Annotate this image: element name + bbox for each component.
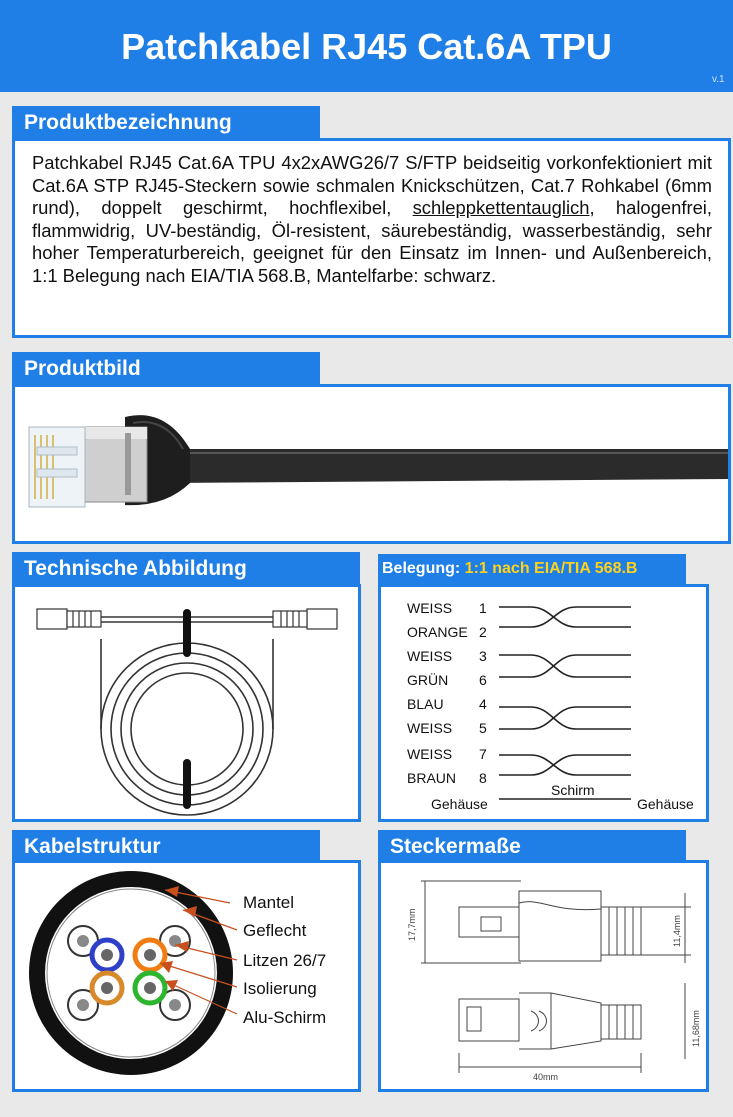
housing-left-label: Gehäuse [431, 796, 488, 812]
pin-color-1: WEISS [407, 600, 453, 616]
pin-color-7: WEISS [407, 746, 453, 762]
pin-number-1: 1 [479, 600, 487, 616]
title-banner [0, 0, 733, 92]
product-image-panel [12, 384, 731, 544]
cable-cross-section [15, 863, 358, 1089]
pin-color-3: WEISS [407, 648, 453, 664]
dim-length: 40mm [533, 1072, 559, 1082]
page-title: Patchkabel RJ45 Cat.6A TPU [121, 26, 612, 67]
pin-color-6: WEISS [407, 720, 453, 736]
description-text-2: , halogenfrei, flammwidrig, UV-beständig, Öl-resistent, säurebeständig, wasserbeständig, sehr hoher Temperaturbereich, geeignet für den Einsatz im Innen- und Außenbereich, 1:1 Belegung nach EIA/TIA 568.B, Mantelfarbe: schwarz. [32, 197, 712, 286]
label-geflecht: Geflecht [243, 921, 307, 940]
technical-drawing-panel [12, 584, 361, 822]
pin-color-8: BRAUN [407, 770, 457, 786]
pin-number-7: 7 [479, 746, 487, 762]
pin-number-2: 2 [479, 624, 487, 640]
shield-label: Schirm [551, 782, 595, 798]
label-litzen: Litzen 26/7 [243, 951, 327, 970]
coiled-cable-drawing [15, 587, 358, 819]
pin-number-8: 8 [479, 770, 487, 786]
section-tab-produktbild: Produktbild [12, 352, 320, 386]
section-tab-technische-abbildung: Technische Abbildung [12, 552, 360, 586]
label-alu-schirm: Alu-Schirm [243, 1008, 327, 1027]
cable-photo [15, 387, 728, 541]
label-isolierung: Isolierung [243, 979, 317, 998]
housing-right-label: Gehäuse [637, 796, 694, 812]
cable-structure-panel [12, 860, 361, 1092]
section-tab-produktbezeichnung: Produktbezeichnung [12, 106, 320, 140]
pinout-diagram [381, 587, 706, 819]
belegung-standard: 1:1 nach EIA/TIA 568.B [464, 560, 638, 577]
section-tab-belegung [378, 554, 686, 584]
label-mantel: Mantel [243, 893, 295, 912]
section-tab-steckermasse: Steckermaße [378, 830, 686, 864]
dim-height-side: 11,68mm [691, 1010, 701, 1047]
pin-color-2: ORANGE [407, 624, 468, 640]
connector-dimension-drawing [381, 863, 706, 1089]
section-tab-kabelstruktur: Kabelstruktur [12, 830, 320, 864]
version-label: v.1 [712, 74, 725, 85]
pin-color-5: BLAU [407, 696, 444, 712]
pin-color-4: GRÜN [407, 672, 449, 688]
pin-number-4: 6 [479, 672, 487, 688]
dimensions-panel [378, 860, 709, 1092]
pin-number-5: 4 [479, 696, 487, 712]
belegung-label: Belegung: [382, 560, 461, 577]
product-description [32, 152, 712, 287]
dim-height-body: 11,4mm [672, 915, 682, 947]
description-text-1: Patchkabel RJ45 Cat.6A TPU 4x2xAWG26/7 S/FTP beidseitig vorkonfektioniert mit Cat.6A STP RJ45-Steckern sowie schmalen Knickschützen, Cat.7 Rohkabel (6mm rund), doppelt geschirmt, hochflexibel, [32, 152, 712, 218]
pin-number-3: 3 [479, 648, 487, 664]
description-link[interactable]: schleppkettentauglich [412, 197, 590, 218]
dim-height-total: 17,7mm [407, 908, 417, 941]
pinout-panel [378, 584, 709, 822]
pin-number-6: 5 [479, 720, 487, 736]
